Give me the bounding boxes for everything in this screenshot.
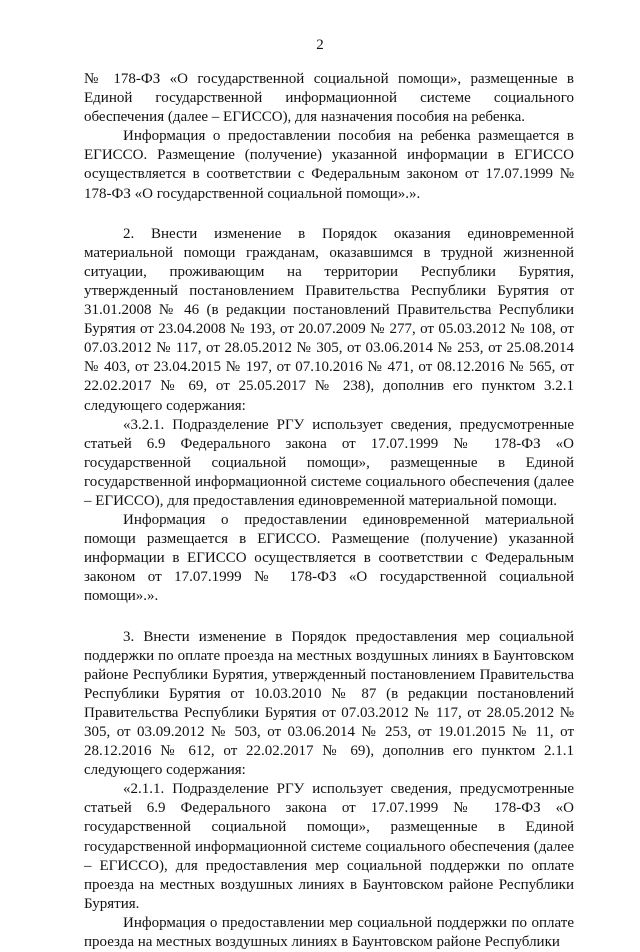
paragraph-gap — [84, 607, 574, 628]
paragraph-item-3: 3. Внести изменение в Порядок предоставления мер социальной поддержки по оплате проезда на местных воздушных линиях в Баунтовском районе Республики Бурятия, утвержденный постановлением Правительства Республики Бурятия от 10.03.2010 № 87 (в редакции постановлений Правительства Республики Бурятия от 07.03.2012 № 117, от 28.05.2012 № 305, от 03.09.2012 № 503, от 03.06.2014 № 253, от 19.01.2015 № 11, от 28.12.2016 № 612, от 22.02.2017 № 69), дополнив его пунктом 2.1.1 следующего содержания: — [84, 628, 574, 779]
paragraph: Информация о предоставлении единовременной материальной помощи размещается в ЕГИССО. Размещение (получение) указанной информации в ЕГИССО осуществляется в соответствии с Федеральным законом от 17.07.1999 № 178-ФЗ «О государственной социальной помощи».». — [84, 512, 574, 605]
paragraph: Информация о предоставлении пособия на ребенка размещается в ЕГИССО. Размещение (получение) указанной информации в ЕГИССО осуществляется в соответствии с Федеральным законом от 17.07.1999 № 178-ФЗ «О государственной социальной помощи».». — [84, 128, 574, 202]
paragraph-gap — [84, 204, 574, 225]
paragraph-continuation: № 178-ФЗ «О государственной социальной помощи», размещенные в Единой государственной информационной системе социального обеспечения (далее – ЕГИССО), для назначения пособия на ребенка. — [84, 71, 574, 126]
paragraph-quote: «2.1.1. Подразделение РГУ использует сведения, предусмотренные статьей 6.9 Федерального закона от 17.07.1999 № 178-ФЗ «О государственной социальной помощи», размещенные в Единой государственной информационной системе социального обеспечения (далее – ЕГИССО), для предоставления мер социальной поддержки по оплате проезда на местных воздушных линиях в Баунтовском районе Республики Бурятия. — [84, 781, 574, 912]
page-number: 2 — [316, 37, 324, 53]
paragraph: Информация о предоставлении мер социальной поддержки по оплате проезда на местных воздушных линиях в Баунтовском районе Республики — [84, 914, 574, 951]
document-body — [84, 70, 574, 952]
paragraph-item-2: 2. Внести изменение в Порядок оказания единовременной материальной помощи гражданам, оказавшимся в трудной жизненной ситуации, проживающим на территории Республики Бурятия, утвержденный постановлением Правительства Республики Бурятия от 31.01.2008 № 46 (в редакции постановлений Правительства Республики Бурятия от 23.04.2008 № 193, от 20.07.2009 № 277, от 05.03.2012 № 108, от 07.03.2012 № 117, от 28.05.2012 № 305, от 03.06.2014 № 253, от 25.08.2014 № 403, от 23.04.2015 № 197, от 07.10.2016 № 471, от 08.12.2016 № 565, от 22.02.2017 № 69, от 25.05.2017 № 238), дополнив его пунктом 3.2.1 следующего содержания: — [84, 225, 574, 414]
paragraph-quote: «3.2.1. Подразделение РГУ использует сведения, предусмотренные статьей 6.9 Федерального закона от 17.07.1999 № 178-ФЗ «О государственной социальной помощи», размещенные в Единой государственной информационной системе социального обеспечения (далее – ЕГИССО), для предоставления единовременной материальной помощи. — [84, 416, 574, 509]
